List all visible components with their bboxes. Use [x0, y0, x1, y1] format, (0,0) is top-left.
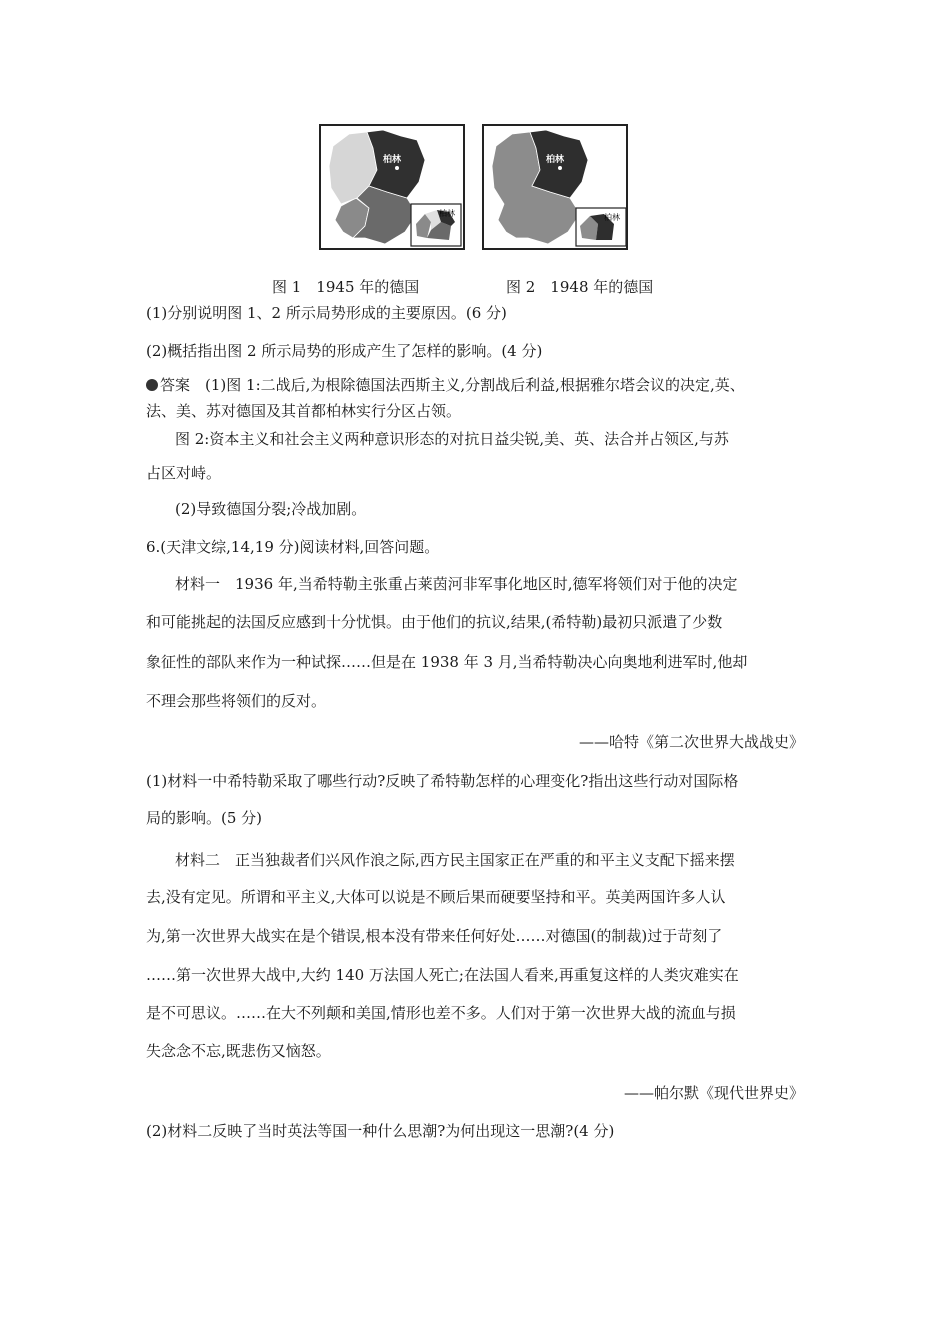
- material-2-line-5: 是不可思议。……在大不列颠和美国,情形也差不多。人们对于第一次世界大战的流血与损: [146, 1004, 736, 1022]
- map-germany-1948: [482, 124, 628, 250]
- caption-figure-1: 图 1 1945 年的德国: [272, 278, 420, 296]
- berlin-inset-label-map1: 柏林: [439, 209, 455, 218]
- material-1-source: ——哈特《第二次世界大战战史》: [578, 733, 804, 751]
- material-1-line-4: 不理会那些将领们的反对。: [146, 692, 327, 710]
- question-1: (1)分别说明图 1、2 所示局势形成的主要原因。(6 分): [146, 304, 507, 322]
- answer-line-2: 法、美、苏对德国及其首都柏林实行分区占领。: [146, 402, 462, 420]
- material-2-line-2: 去,没有定见。所谓和平主义,大体可以说是不顾后果而硬要坚持和平。英美两国许多人认: [146, 888, 726, 906]
- berlin-label-map2: 柏林: [546, 155, 565, 165]
- problem-6-heading: 6.(天津文综,14,19 分)阅读材料,回答问题。: [146, 538, 440, 556]
- p6-question-1-line-2: 局的影响。(5 分): [146, 809, 263, 827]
- caption-figure-2: 图 2 1948 年的德国: [506, 278, 654, 296]
- berlin-label-map1: 柏林: [383, 155, 402, 165]
- answer-line-1: 答案 (1)图 1:二战后,为根除德国法西斯主义,分割战后利益,根据雅尔塔会议的决定,英、: [146, 374, 745, 395]
- material-1-line-2: 和可能挑起的法国反应感到十分忧惧。由于他们的抗议,结果,(希特勒)最初只派遣了少数: [146, 613, 723, 631]
- material-2-line-6: 失念念不忘,既悲伤又恼怒。: [146, 1042, 331, 1060]
- berlin-inset-label-map2: 柏林: [604, 213, 620, 222]
- material-2-line-1: 材料二 正当独裁者们兴风作浪之际,西方民主国家正在严重的和平主义支配下摇来摆: [175, 851, 735, 869]
- p6-question-2: (2)材料二反映了当时英法等国一种什么思潮?为何出现这一思潮?(4 分): [146, 1122, 615, 1140]
- material-2-line-3: 为,第一次世界大战实在是个错误,根本没有带来任何好处……对德国(的制裁)过于苛刻了: [146, 927, 723, 945]
- p6-question-1-line-1: (1)材料一中希特勒采取了哪些行动?反映了希特勒怎样的心理变化?指出这些行动对国际格: [146, 772, 739, 790]
- answer-badge-icon: [146, 379, 158, 391]
- material-1-line-1: 材料一 1936 年,当希特勒主张重占莱茵河非军事化地区时,德军将领们对于他的决定: [175, 575, 738, 593]
- question-2: (2)概括指出图 2 所示局势的形成产生了怎样的影响。(4 分): [146, 342, 543, 360]
- answer-line-4: 占区对峙。: [146, 464, 222, 482]
- map-germany-1945: [319, 124, 465, 250]
- material-2-source: ——帕尔默《现代世界史》: [623, 1084, 804, 1102]
- answer-label: 答案: [160, 376, 191, 394]
- material-2-line-4: ……第一次世界大战中,大约 140 万法国人死亡;在法国人看来,再重复这样的人类灾难实在: [146, 966, 739, 984]
- answer-line-3: 图 2:资本主义和社会主义两种意识形态的对抗日益尖锐,美、英、法合并占领区,与苏: [175, 430, 729, 448]
- answer-line-5: (2)导致德国分裂;冷战加剧。: [175, 500, 367, 518]
- material-1-line-3: 象征性的部队来作为一种试探……但是在 1938 年 3 月,当希特勒决心向奥地利进军时,他却: [146, 653, 748, 671]
